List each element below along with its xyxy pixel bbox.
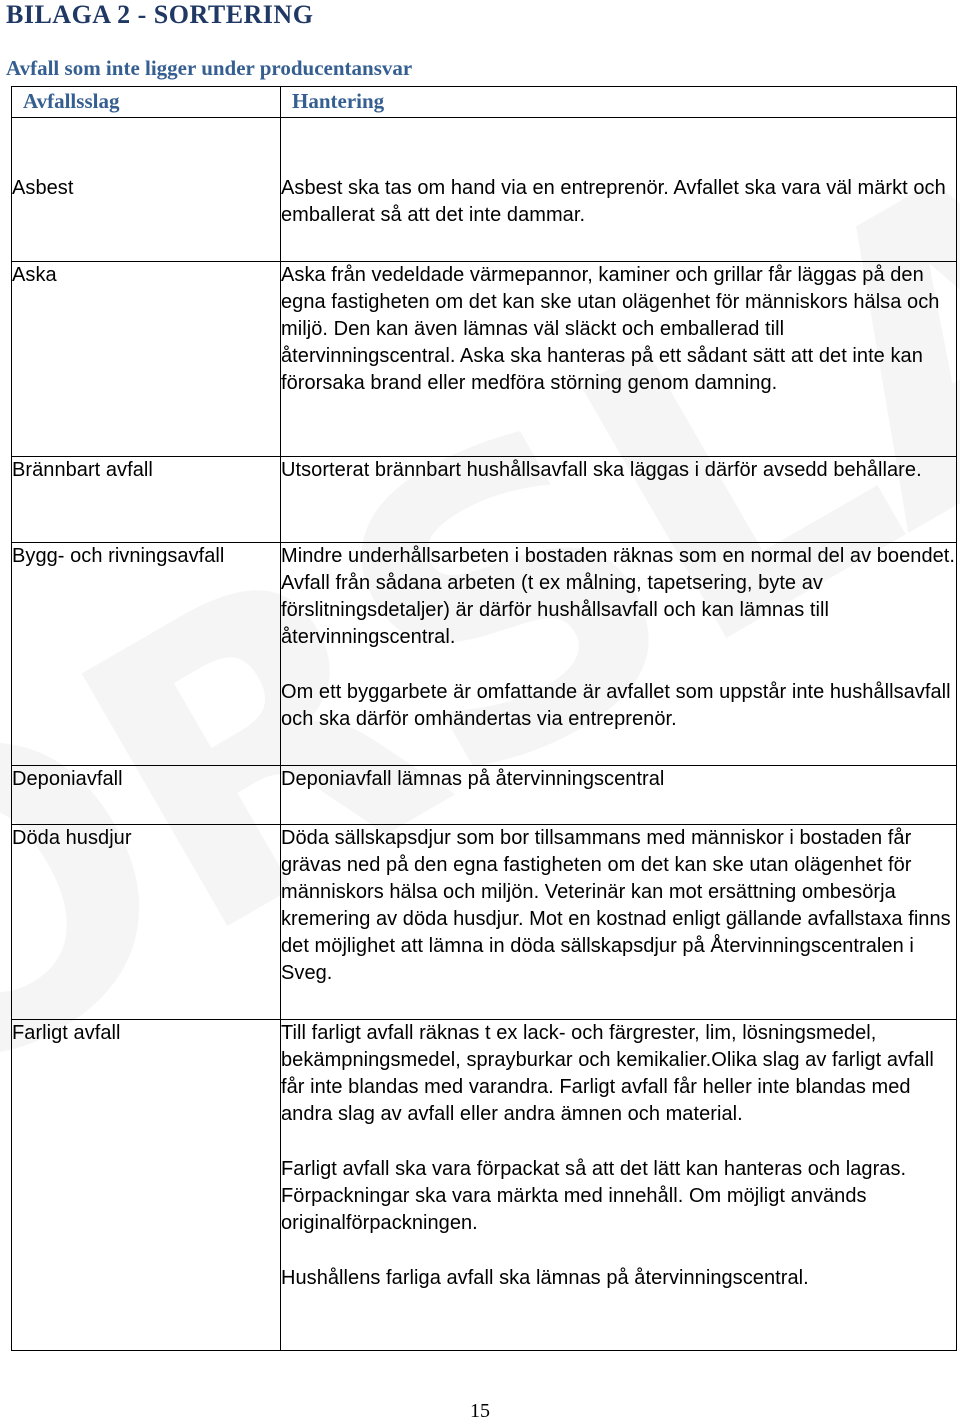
waste-type-cell — [12, 457, 281, 543]
handling-text: Hushållens farliga avfall ska lämnas på återvinningscentral. — [281, 1267, 809, 1289]
table-row — [12, 457, 957, 543]
waste-type-deponi: Deponiavfall — [12, 768, 123, 790]
table-row — [12, 766, 957, 825]
handling-cell — [281, 543, 957, 766]
handling-text: Döda sällskapsdjur som bor tillsammans med människor i bostaden får grävas ned på den egna fastigheten om det kan ske utan olägenhet för människors hälsa och miljön. Veterinär kan mot ersättning ombesörja kremering av döda husdjur. Mot en kostnad enligt gällande avfallstaxa finns det möjlighet att lämna in döda sällskapsdjur på Återvinningscentralen i Sveg. — [281, 827, 951, 984]
waste-type-cell — [12, 262, 281, 457]
header-waste-type: Avfallsslag — [12, 87, 281, 118]
waste-type-cell — [12, 766, 281, 825]
section-subtitle: Avfall som inte ligger under producentansvar — [6, 56, 413, 80]
handling-text: Aska från vedeldade värmepannor, kaminer och grillar får läggas på den egna fastigheten om det kan ske utan olägenhet för människors hälsa och miljö. Den kan även lämnas väl släckt och emballerad till återvinningscentral. Aska ska hanteras på ett sådant sätt att det inte kan förorsaka brand eller medföra störning genom damning. — [281, 264, 940, 394]
handling-text: Mindre underhållsarbeten i bostaden räknas som en normal del av boendet. Avfall från sådana arbeten (t ex målning, tapetsering, byte av förslitningsdetaljer) är därför hushållsavfall och kan lämnas till återvinningscentral. — [281, 545, 956, 648]
waste-type-aska: Aska — [12, 264, 57, 286]
waste-type-cell — [12, 543, 281, 766]
handling-text: Till farligt avfall räknas t ex lack- och färgrester, lim, lösningsmedel, bekämpningsmedel, sprayburkar och kemikalier.Olika slag av farligt avfall får inte blandas med varandra. Farligt avfall får heller inte blandas med andra slag av avfall eller andra ämnen och material. — [281, 1022, 934, 1125]
table-header-row — [12, 87, 957, 118]
waste-type-farligt: Farligt avfall — [12, 1022, 121, 1044]
waste-type-cell — [12, 118, 281, 262]
handling-text: Om ett byggarbete är omfattande är avfallet som uppstår inte hushållsavfall och ska därför omhändertas via entreprenör. — [281, 681, 951, 730]
handling-cell — [281, 825, 957, 1020]
table-row — [12, 543, 957, 766]
waste-type-bygg: Bygg- och rivningsavfall — [12, 545, 225, 567]
handling-cell — [281, 1020, 957, 1351]
waste-type-cell — [12, 825, 281, 1020]
handling-text: Utsorterat brännbart hushållsavfall ska läggas i därför avsedd behållare. — [281, 459, 922, 481]
waste-type-asbest: Asbest — [12, 177, 74, 199]
page-title: BILAGA 2 - SORTERING — [6, 0, 314, 29]
handling-text: Asbest ska tas om hand via en entreprenör. Avfallet ska vara väl märkt och emballerat så att det inte dammar. — [281, 177, 946, 226]
waste-type-brannbart: Brännbart avfall — [12, 459, 153, 481]
sorting-table — [11, 86, 957, 1351]
handling-cell — [281, 118, 957, 262]
page-number: 15 — [470, 1400, 490, 1422]
table-row — [12, 1020, 957, 1351]
table-row — [12, 262, 957, 457]
handling-text: Farligt avfall ska vara förpackat så att det lätt kan hanteras och lagras. Förpackningar ska vara märkta med innehåll. Om möjligt används originalförpackningen. — [281, 1158, 907, 1234]
handling-text: Deponiavfall lämnas på återvinningscentral — [281, 768, 665, 790]
waste-type-cell — [12, 1020, 281, 1351]
handling-cell — [281, 457, 957, 543]
table-row — [12, 118, 957, 262]
handling-cell — [281, 766, 957, 825]
header-handling: Hantering — [281, 87, 957, 118]
waste-type-doda-husdjur: Döda husdjur — [12, 827, 132, 849]
handling-cell — [281, 262, 957, 457]
table-row — [12, 825, 957, 1020]
